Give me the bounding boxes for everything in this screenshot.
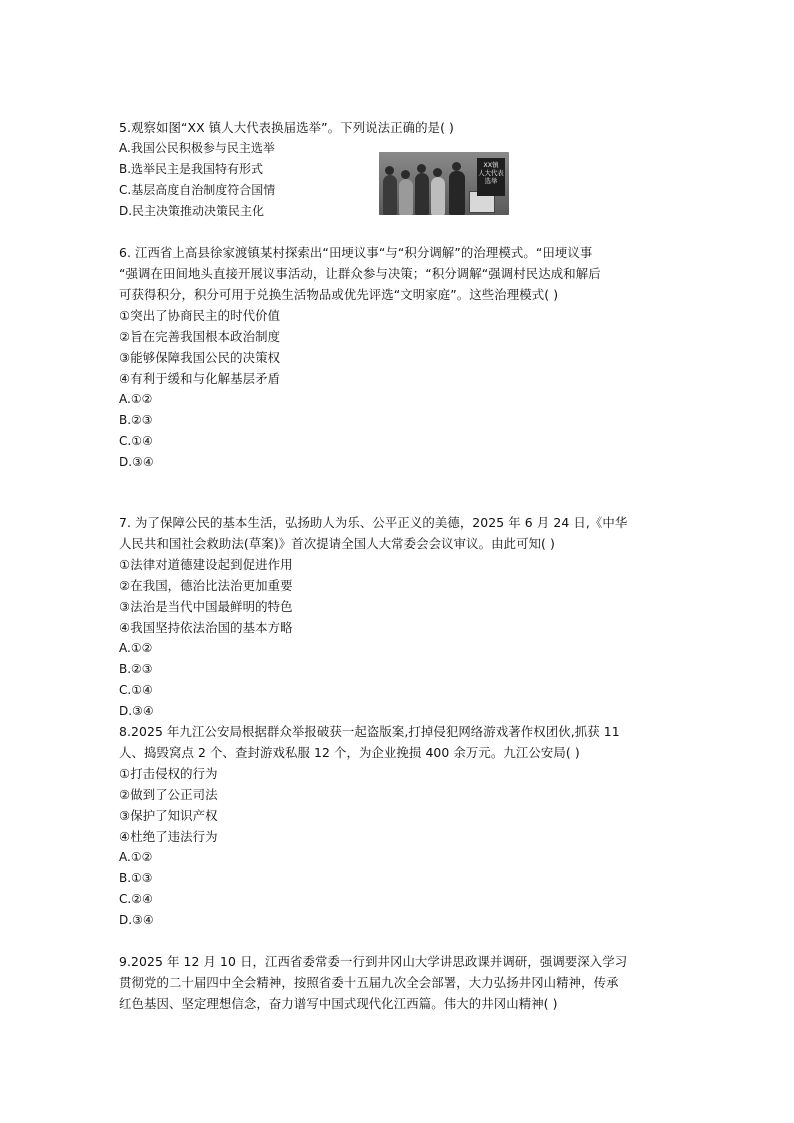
question-6-stem-line: 6. 江西省上高县徐家渡镇某村探索出“田埂议事“与“积分调解”的治理模式。“田埂议事 [119,245,593,260]
question-8-option-c: C.②④ [119,892,153,906]
question-9 [119,951,679,1014]
question-8-statement-3: ③保护了知识产权 [119,808,218,823]
question-6-option-c: C.①④ [119,434,153,448]
sign-line-1: XX镇 [483,161,499,169]
question-8-statement-1: ①打击侵权的行为 [119,766,218,781]
question-8-option-d: D.③④ [119,913,154,927]
question-6-statement-1: ①突出了协商民主的时代价值 [119,308,281,323]
election-photo [379,152,509,215]
question-9-stem-line: 9.2025 年 12 月 10 日，江西省委常委一行到井冈山大学讲思政课并调研，强调要深入学习 [119,954,628,969]
question-6-statement-4: ④有利于缓和与化解基层矛盾 [119,371,281,386]
sign-line-2: 人大代表 [478,169,504,177]
question-5-option-a: A.我国公民积极参与民主选举 [119,141,275,155]
question-7-option-b: B.②③ [119,662,153,676]
question-7-statement-4: ④我国坚持依法治国的基本方略 [119,620,293,635]
question-7-statement-2: ②在我国，德治比法治更加重要 [119,578,293,593]
question-6-option-b: B.②③ [119,413,153,427]
question-8-statement-4: ④杜绝了违法行为 [119,829,218,844]
question-8-stem-line: 8.2025 年九江公安局根据群众举报破获一起盗版案,打掉侵犯网络游戏著作权团伙,抓获 11 [119,724,620,739]
sign-line-3: 选举 [484,177,498,185]
question-7-statement-3: ③法治是当代中国最鲜明的特色 [119,599,293,614]
question-8 [119,721,679,931]
question-6-statement-3: ③能够保障我国公民的决策权 [119,350,281,365]
question-6-option-d: D.③④ [119,455,154,469]
question-8-statement-2: ②做到了公正司法 [119,787,218,802]
question-7-option-d: D.③④ [119,704,154,718]
question-7-option-c: C.①④ [119,683,153,697]
question-7-stem-line: 7. 为了保障公民的基本生活，弘扬助人为乐、公平正义的美德，2025 年 6 月 24 日,《中华 [119,515,628,530]
election-sign [477,158,505,196]
question-6-statement-2: ②旨在完善我国根本政治制度 [119,329,281,344]
question-6 [119,242,679,473]
question-6-option-a: A.①② [119,392,153,406]
question-9-stem-line: 红色基因、坚定理想信念，奋力谱写中国式现代化江西篇。伟大的井冈山精神( ) [119,996,558,1011]
question-5-option-d: D.民主决策推动决策民主化 [119,204,265,218]
question-7-option-a: A.①② [119,641,153,655]
question-8-option-b: B.①③ [119,871,153,885]
question-9-stem-line: 贯彻党的二十届四中全会精神，按照省委十五届九次全会部署，大力弘扬井冈山精神，传承 [119,975,619,990]
question-6-stem-line: “强调在田间地头直接开展议事活动，让群众参与决策；“积分调解“强调村民达成和解后 [119,266,601,281]
question-7-stem-line: 人民共和国社会救助法(草案)》首次提请全国人大常委会会议审议。由此可知( ) [119,536,555,551]
question-8-stem-line: 人、捣毁窝点 2 个、查封游戏私服 12 个，为企业挽损 400 余万元。九江公安局( ) [119,745,580,760]
question-8-option-a: A.①② [119,850,153,864]
question-5-option-c: C.基层高度自治制度符合国情 [119,183,276,197]
question-7 [119,512,679,722]
question-5-stem-line: 5.观察如图“XX 镇人大代表换届选举”。下列说法正确的是( ) [119,120,454,135]
question-7-statement-1: ①法律对道德建设起到促进作用 [119,557,293,572]
question-5-option-b: B.选举民主是我国特有形式 [119,162,264,176]
question-6-stem-line: 可获得积分，积分可用于兑换生活物品或优先评选“文明家庭”。这些治理模式( ) [119,287,559,302]
